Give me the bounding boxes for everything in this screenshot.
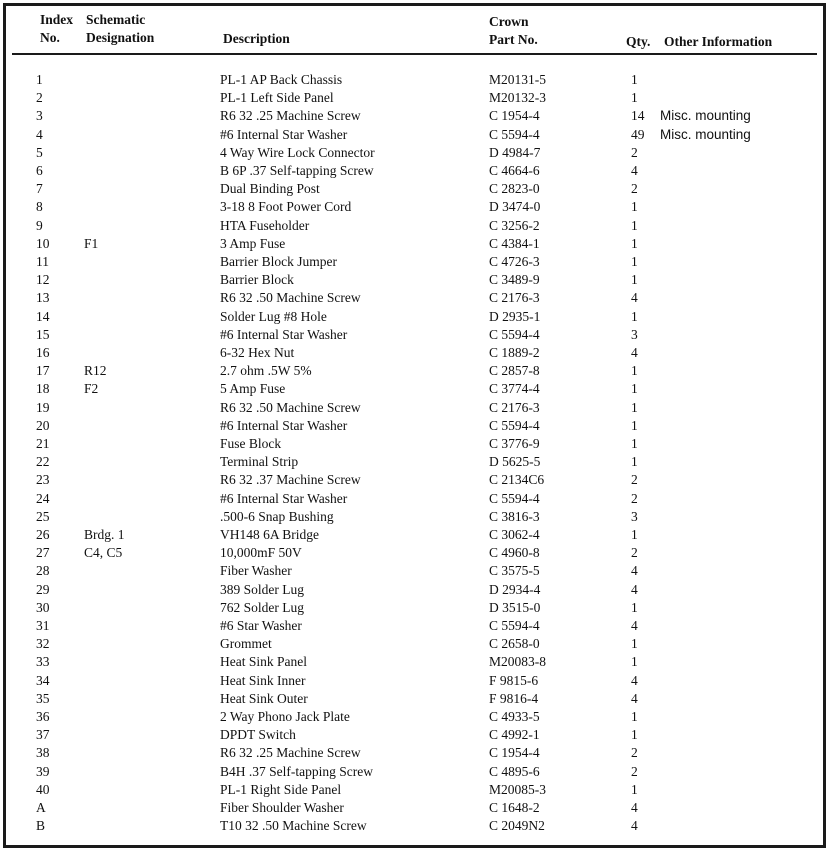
row-quantity: 1	[631, 381, 638, 397]
row-part-number: C 3816-3	[489, 508, 540, 524]
row-index: 1	[36, 72, 43, 87]
row-description: Barrier Block Jumper	[220, 254, 337, 269]
row-index: 22	[36, 454, 50, 470]
row-schematic-designation: Brdg. 1	[84, 527, 125, 542]
row-description: 762 Solder Lug	[220, 599, 304, 615]
row-quantity: 2	[631, 745, 638, 761]
row-quantity: 4	[631, 690, 638, 706]
table-row	[0, 708, 833, 726]
table-row	[0, 599, 833, 617]
row-description: Grommet	[220, 636, 272, 652]
row-part-number: C 2176-3	[489, 290, 540, 306]
row-schematic-designation: C4, C5	[84, 545, 123, 561]
row-index: B	[36, 818, 46, 834]
header-index-line2: No.	[40, 30, 60, 45]
table-row	[0, 690, 833, 708]
table-row	[0, 107, 833, 125]
header-schematic-line1: Schematic	[86, 12, 146, 27]
row-description: Heat Sink Panel	[220, 654, 307, 670]
row-description: 4 Way Wire Lock Connector	[220, 144, 375, 160]
row-part-number: C 4992-1	[489, 727, 540, 743]
row-quantity: 14	[631, 108, 645, 124]
table-row	[0, 726, 833, 744]
row-description: B 6P .37 Self-tapping Screw	[220, 163, 374, 178]
row-description: B4H .37 Self-tapping Screw	[220, 763, 373, 779]
table-row	[0, 526, 833, 544]
row-part-number: C 3776-9	[489, 436, 540, 451]
table-row	[0, 253, 833, 271]
table-row	[0, 617, 833, 635]
row-quantity: 4	[631, 345, 638, 360]
row-quantity: 2	[631, 490, 638, 506]
row-description: PL-1 AP Back Chassis	[220, 72, 343, 87]
row-part-number: C 5594-4	[489, 490, 540, 506]
row-description: R6 32 .25 Machine Screw	[220, 745, 361, 761]
row-quantity: 4	[631, 800, 638, 815]
row-description: 5 Amp Fuse	[220, 381, 286, 397]
row-description: R6 32 .50 Machine Screw	[220, 290, 361, 306]
table-row	[0, 362, 833, 380]
row-quantity: 4	[631, 618, 638, 633]
row-quantity: 1	[631, 363, 638, 379]
row-index: 2	[36, 90, 43, 106]
table-row	[0, 635, 833, 653]
row-quantity: 3	[631, 326, 638, 342]
table-row	[0, 162, 833, 180]
row-quantity: 2	[631, 144, 638, 160]
table-row	[0, 490, 833, 508]
row-index: 3	[36, 108, 43, 124]
row-part-number: C 2134C6	[489, 472, 545, 488]
row-index: 15	[36, 326, 50, 342]
row-quantity: 1	[631, 654, 638, 670]
row-description: VH148 6A Bridge	[220, 527, 319, 542]
row-description: Heat Sink Outer	[220, 690, 308, 706]
row-schematic-designation: F2	[84, 381, 99, 397]
row-part-number: C 5594-4	[489, 126, 540, 142]
row-quantity: 3	[631, 508, 638, 524]
row-quantity: 1	[631, 272, 638, 288]
table-row	[0, 417, 833, 435]
table-row	[0, 217, 833, 235]
row-part-number: D 5625-5	[489, 454, 541, 470]
row-part-number: D 3515-0	[489, 599, 541, 615]
row-description: #6 Internal Star Washer	[220, 326, 348, 342]
row-description: #6 Internal Star Washer	[220, 126, 348, 142]
row-part-number: C 4664-6	[489, 163, 540, 178]
table-row	[0, 672, 833, 690]
table-row	[0, 744, 833, 762]
row-quantity: 49	[631, 126, 645, 142]
row-part-number: C 1954-4	[489, 108, 540, 124]
row-description: 2 Way Phono Jack Plate	[220, 709, 350, 724]
row-part-number: C 3062-4	[489, 527, 540, 542]
row-part-number: C 2049N2	[489, 818, 545, 834]
table-row	[0, 344, 833, 362]
row-index: 32	[36, 636, 50, 652]
header-schematic-line2: Designation	[86, 30, 155, 45]
header-part-line2: Part No.	[489, 32, 538, 47]
row-index: 11	[36, 254, 49, 269]
row-quantity: 1	[631, 72, 638, 87]
row-quantity: 1	[631, 308, 638, 324]
row-description: HTA Fuseholder	[220, 217, 310, 233]
row-index: 5	[36, 144, 43, 160]
row-index: 35	[36, 690, 50, 706]
row-quantity: 2	[631, 545, 638, 561]
row-quantity: 1	[631, 781, 638, 797]
table-row	[0, 289, 833, 307]
row-part-number: F 9816-4	[489, 690, 539, 706]
table-row	[0, 453, 833, 471]
row-index: 23	[36, 472, 50, 488]
row-description: Barrier Block	[220, 272, 294, 288]
row-part-number: C 1954-4	[489, 745, 540, 761]
header-rule	[12, 53, 817, 55]
row-description: 389 Solder Lug	[220, 581, 304, 597]
row-index: 27	[36, 545, 50, 561]
table-row	[0, 126, 833, 144]
row-part-number: M20131-5	[489, 72, 546, 87]
row-description: 3-18 8 Foot Power Cord	[220, 199, 352, 215]
row-quantity: 1	[631, 417, 638, 433]
row-part-number: D 3474-0	[489, 199, 541, 215]
row-description: Dual Binding Post	[220, 181, 320, 197]
row-quantity: 4	[631, 290, 638, 306]
table-row	[0, 471, 833, 489]
table-row	[0, 653, 833, 671]
table-row	[0, 235, 833, 253]
table-row	[0, 781, 833, 799]
row-description: #6 Internal Star Washer	[220, 417, 348, 433]
row-quantity: 4	[631, 563, 638, 579]
row-index: 30	[36, 599, 50, 615]
row-description: R6 32 .50 Machine Screw	[220, 399, 361, 415]
row-part-number: C 5594-4	[489, 326, 540, 342]
row-index: 17	[36, 363, 50, 379]
row-part-number: C 4895-6	[489, 763, 540, 779]
row-part-number: C 4384-1	[489, 235, 540, 251]
row-quantity: 2	[631, 763, 638, 779]
header-other-information: Other Information	[664, 34, 773, 49]
row-part-number: C 4960-8	[489, 545, 540, 561]
table-row	[0, 562, 833, 580]
row-schematic-designation: F1	[84, 235, 99, 251]
row-quantity: 2	[631, 472, 638, 488]
row-quantity: 4	[631, 163, 638, 178]
row-description: 2.7 ohm .5W 5%	[220, 363, 312, 379]
table-row	[0, 380, 833, 398]
row-index: 29	[36, 581, 50, 597]
row-part-number: M20083-8	[489, 654, 546, 670]
table-row	[0, 71, 833, 89]
row-index: 19	[36, 399, 50, 415]
table-row	[0, 817, 833, 835]
row-quantity: 1	[631, 727, 638, 743]
row-part-number: C 4726-3	[489, 254, 540, 269]
row-index: 8	[36, 199, 43, 215]
row-description: Fuse Block	[220, 436, 282, 451]
row-quantity: 4	[631, 581, 638, 597]
row-description: 3 Amp Fuse	[220, 235, 286, 251]
table-row	[0, 326, 833, 344]
row-quantity: 1	[631, 636, 638, 652]
row-index: 24	[36, 490, 50, 506]
row-index: 16	[36, 345, 50, 360]
row-part-number: C 3575-5	[489, 563, 540, 579]
row-index: 25	[36, 508, 50, 524]
row-description: 6-32 Hex Nut	[220, 345, 295, 360]
row-part-number: C 4933-5	[489, 709, 540, 724]
table-row	[0, 399, 833, 417]
row-part-number: D 4984-7	[489, 144, 541, 160]
row-part-number: C 5594-4	[489, 618, 540, 633]
header-qty: Qty.	[626, 34, 651, 49]
table-row	[0, 198, 833, 216]
row-quantity: 1	[631, 599, 638, 615]
row-description: Solder Lug #8 Hole	[220, 308, 327, 324]
row-description: R6 32 .37 Machine Screw	[220, 472, 361, 488]
row-description: Fiber Washer	[220, 563, 292, 579]
row-index: 26	[36, 527, 50, 542]
row-index: 39	[36, 763, 50, 779]
row-part-number: C 2176-3	[489, 399, 540, 415]
table-row	[0, 544, 833, 562]
row-description: #6 Internal Star Washer	[220, 490, 348, 506]
row-index: 7	[36, 181, 43, 197]
table-row	[0, 144, 833, 162]
row-index: 14	[36, 308, 50, 324]
row-quantity: 1	[631, 235, 638, 251]
header-description: Description	[223, 31, 290, 46]
table-row	[0, 308, 833, 326]
row-part-number: C 3256-2	[489, 217, 540, 233]
row-part-number: M20085-3	[489, 781, 546, 797]
row-description: Fiber Shoulder Washer	[220, 800, 344, 815]
row-index: 13	[36, 290, 50, 306]
row-description: .500-6 Snap Bushing	[220, 508, 334, 524]
row-description: R6 32 .25 Machine Screw	[220, 108, 361, 124]
row-part-number: C 2658-0	[489, 636, 540, 652]
row-part-number: D 2934-4	[489, 581, 541, 597]
row-description: PL-1 Left Side Panel	[220, 90, 334, 106]
row-index: 9	[36, 217, 43, 233]
row-index: 37	[36, 727, 50, 743]
table-row	[0, 581, 833, 599]
row-index: 36	[36, 709, 50, 724]
row-quantity: 1	[631, 199, 638, 215]
table-row	[0, 508, 833, 526]
row-part-number: D 2935-1	[489, 308, 541, 324]
row-other-information: Misc. mounting	[660, 126, 751, 142]
header-part-line1: Crown	[489, 14, 529, 29]
row-index: 20	[36, 417, 50, 433]
row-index: 28	[36, 563, 50, 579]
row-part-number: C 3489-9	[489, 272, 540, 288]
table-row	[0, 89, 833, 107]
row-part-number: C 1648-2	[489, 800, 540, 815]
row-index: A	[36, 800, 46, 815]
row-part-number: C 2823-0	[489, 181, 540, 197]
row-description: T10 32 .50 Machine Screw	[220, 818, 367, 834]
row-quantity: 1	[631, 217, 638, 233]
row-quantity: 1	[631, 399, 638, 415]
row-index: 6	[36, 163, 43, 178]
row-other-information: Misc. mounting	[660, 108, 751, 124]
row-quantity: 4	[631, 672, 638, 688]
row-description: Heat Sink Inner	[220, 672, 306, 688]
row-description: DPDT Switch	[220, 727, 296, 743]
row-quantity: 1	[631, 709, 638, 724]
row-description: Terminal Strip	[220, 454, 299, 470]
row-quantity: 1	[631, 454, 638, 470]
row-index: 10	[36, 235, 50, 251]
row-quantity: 1	[631, 527, 638, 542]
row-part-number: C 1889-2	[489, 345, 540, 360]
row-quantity: 1	[631, 436, 638, 451]
table-row	[0, 180, 833, 198]
row-part-number: M20132-3	[489, 90, 546, 106]
row-index: 21	[36, 436, 50, 451]
row-description: PL-1 Right Side Panel	[220, 781, 342, 797]
row-index: 31	[36, 618, 50, 633]
row-index: 12	[36, 272, 50, 288]
row-quantity: 1	[631, 254, 638, 269]
row-index: 40	[36, 781, 50, 797]
row-part-number: F 9815-6	[489, 672, 539, 688]
row-quantity: 4	[631, 818, 638, 834]
row-part-number: C 3774-4	[489, 381, 540, 397]
row-description: #6 Star Washer	[220, 618, 302, 633]
row-index: 38	[36, 745, 50, 761]
table-row	[0, 763, 833, 781]
row-index: 4	[36, 126, 43, 142]
row-index: 33	[36, 654, 50, 670]
row-quantity: 2	[631, 181, 638, 197]
table-row	[0, 435, 833, 453]
table-row	[0, 799, 833, 817]
row-index: 18	[36, 381, 50, 397]
header-index-line1: Index	[40, 12, 74, 27]
table-row	[0, 271, 833, 289]
row-description: 10,000mF 50V	[220, 545, 302, 561]
row-part-number: C 2857-8	[489, 363, 540, 379]
row-quantity: 1	[631, 90, 638, 106]
row-schematic-designation: R12	[84, 363, 107, 379]
row-index: 34	[36, 672, 50, 688]
row-part-number: C 5594-4	[489, 417, 540, 433]
